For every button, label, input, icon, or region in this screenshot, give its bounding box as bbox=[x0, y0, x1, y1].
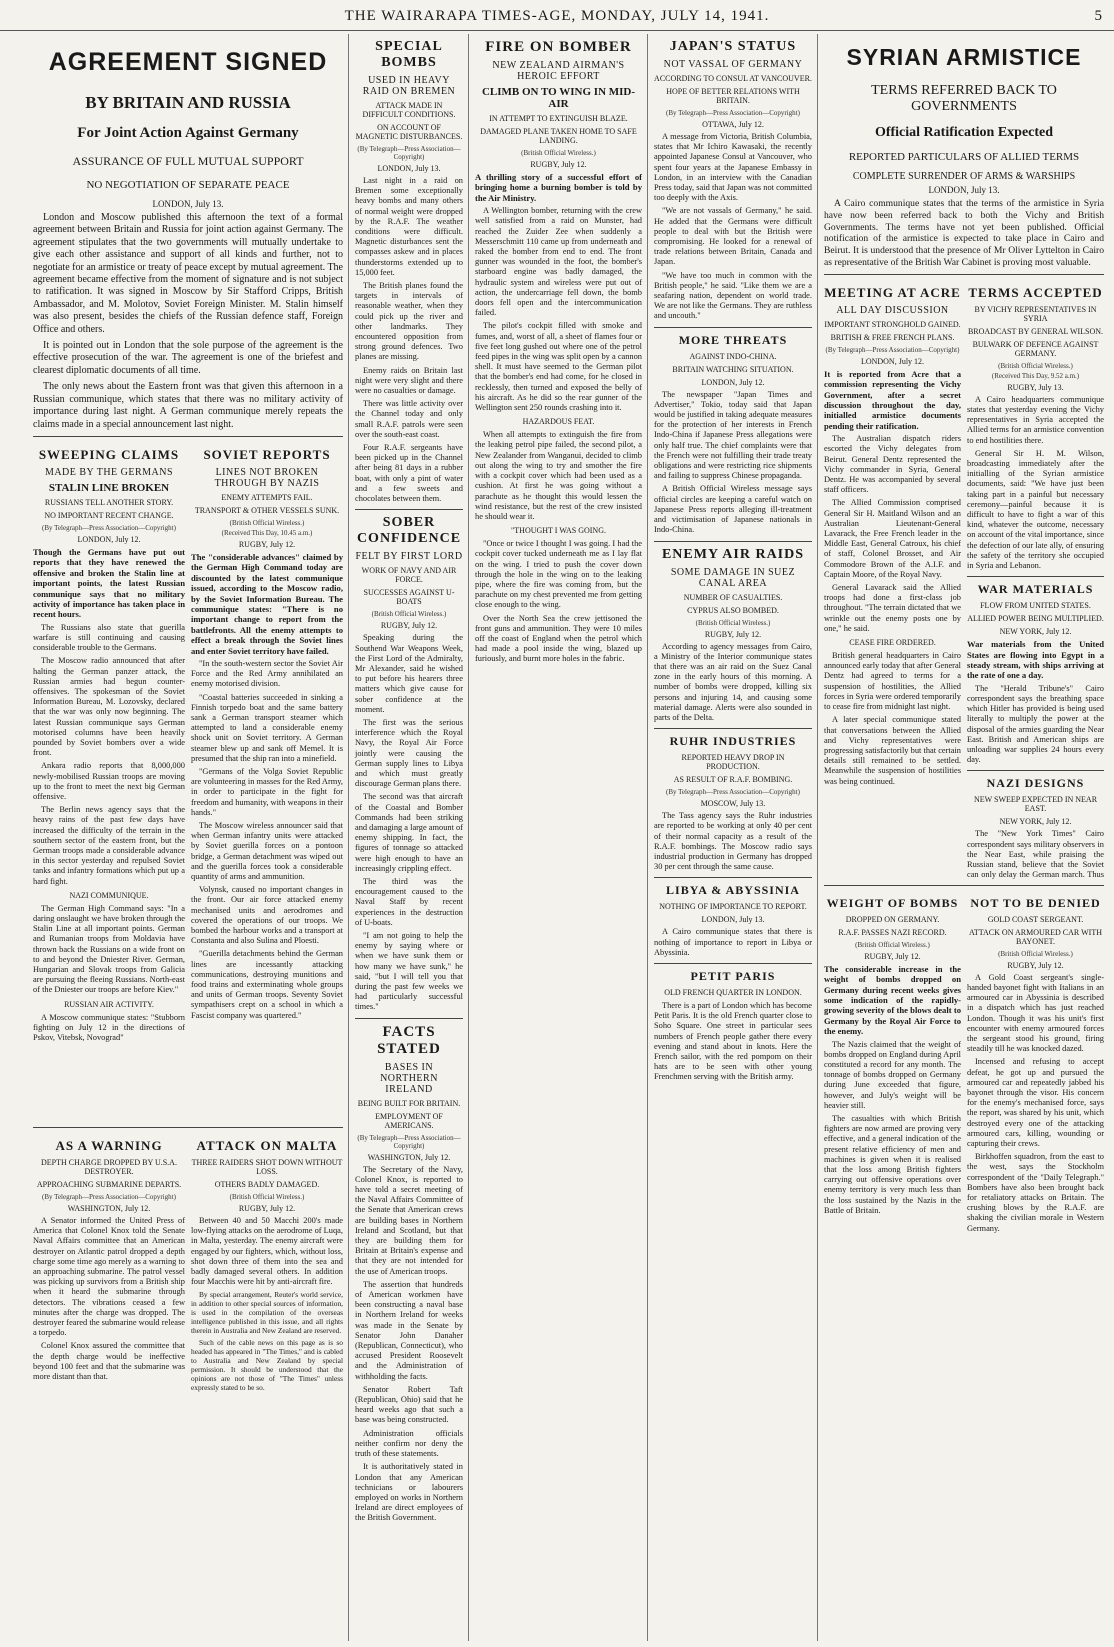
denied-paragraph: Birkhoffen squadron, from the east to the west, says the Stockholm correspondent of the "Daily Telegraph." Bombers have also been brought back for retaliatory attacks on Britain. The crushing blows by the R.A.F. are shaking the civilian morale in Western Germany. bbox=[967, 1152, 1104, 1233]
fire-deck-3: IN ATTEMPT TO EXTINGUISH BLAZE. bbox=[489, 114, 628, 123]
malta-headline: ATTACK ON MALTA bbox=[196, 1137, 338, 1153]
facts-dateline: WASHINGTON, July 12. bbox=[367, 1152, 451, 1162]
japan-deck-2: ACCORDING TO CONSUL AT VANCOUVER. bbox=[654, 74, 812, 83]
japan-dateline: OTTAWA, July 12. bbox=[702, 120, 764, 129]
masthead-title: THE WAIRARAPA TIMES-AGE, MONDAY, JULY 14, 1941. bbox=[344, 8, 770, 24]
column-3 bbox=[470, 34, 647, 1643]
column-left bbox=[28, 34, 348, 1643]
sweeping-paragraph: A Moscow communique states: "Stubborn fighting on July 12 in the directions of Pskov, Vitebsk, Novograd" bbox=[33, 1012, 185, 1043]
ruhr-paragraph: The Tass agency says the Ruhr industries are reported to be working at only 40 per cent of their normal capacity as a result of the R.A.F. bombings. The Moscow radio says industrial production in Germany has dropped 30 per cent through the same cause. bbox=[654, 811, 812, 872]
terms-article bbox=[967, 280, 1104, 880]
fire-intro: A thrilling story of a successful effort of bringing home a burning bomber is told by the Air Ministry. bbox=[475, 172, 642, 203]
sober-paragraph: The first was the serious interference which the Royal Navy, the Royal Air Force jointly were causing the German supply lines to Libya and which must greatly discourage German plans there. bbox=[355, 717, 463, 789]
soviet-received: (Received This Day, 10.45 a.m.) bbox=[221, 528, 313, 537]
sweeping-deck-3: RUSSIANS TELL ANOTHER STORY. bbox=[44, 497, 174, 507]
acre-paragraph: The Australian dispatch riders escorted the Vichy delegates from Beirut. General Dentz represented the Vichy commander in Syria, General Dentz. He was accompanied by several staff officers. bbox=[824, 434, 961, 495]
soviet-paragraph: The Moscow wireless announcer said that when German infantry units were attacked by Soviet guerilla forces on a pontoon bridge, a German detachment was wiped out and the guerilla forces took a considerable quantity of arms and ammunition. bbox=[191, 821, 343, 882]
fire-paragraph: The pilot's cockpit filled with smoke and fumes, and, worst of all, a sheet of flames four or five feet long gushed out where one of the petrol feed pipes in the wing was split open by a cannon shell. It must have seemed to the German pilot that the bomber's end had come, for he closed in recklessly, then turned and exposed the belly of his aircraft. As he did so the rear gunner of the Wellington sent 250 rounds crashing into it. bbox=[475, 321, 642, 413]
facts-headline: FACTS STATED bbox=[377, 1023, 441, 1057]
materials-paragraph: The "Herald Tribune's" Cairo correspondent says the breathing space which Hitler has provided is being used literally to multiply the power at the disposal of the armies guarding the Near East. British and American ships are unloading war supplies 24 hours every day. bbox=[967, 683, 1104, 765]
cease-fire-subhead: CEASE FIRE ORDERED. bbox=[849, 638, 936, 648]
egypt-deck-3: CYPRUS ALSO BOMBED. bbox=[687, 605, 779, 615]
agreement-dateline: LONDON, July 13. bbox=[152, 199, 224, 209]
warning-dateline: WASHINGTON, July 12. bbox=[67, 1203, 151, 1213]
sweeping-paragraph: The Russians also state that guerilla warfare is still continuing and causing considerable trouble to the Germans. bbox=[33, 622, 185, 653]
bombs-paragraph: The British planes found the targets in intervals of reasonable weather, when they could pick up the river and other landmarks. They encountered opposition from strong ground defences. Two planes are missing. bbox=[355, 281, 463, 362]
libya-deck: NOTHING OF IMPORTANCE TO REPORT. bbox=[659, 902, 807, 912]
syria-deck: TERMS REFERRED BACK TO GOVERNMENTS bbox=[871, 83, 1057, 114]
soviet-credit: (British Official Wireless.) bbox=[229, 518, 305, 527]
soviet-reports-article bbox=[191, 442, 343, 1122]
bombs-credit: (By Telegraph—Press Association—Copyright) bbox=[357, 145, 461, 161]
facts-paragraph: The assertion that hundreds of American workmen have been constructing a naval base in Northern Ireland for weeks was made in the Senate by Senator John Danaher (Republican, Connecticut), who accused President Roosevelt and the Administration of withholding the facts. bbox=[355, 1279, 463, 1381]
sweeping-intro: Though the Germans have put out reports that they have renewed the offensive and broken the Stalin line at important points, the latest Russian communique says that no military activity of importance has taken place in recent hours. bbox=[33, 546, 185, 620]
fire-paragraph: "Once or twice I thought I was going. I had the cockpit cover tucked underneath me as I lay flat on the wing. I tried to push the cover down through the hole in the wing on to the leaking pipe, where the fire was coming from, but the parachute on my chest prevented me from getting close enough to the wing. bbox=[475, 539, 642, 610]
fire-paragraph: A Wellington bomber, returning with the crew well satisfied from a raid on Munster, had reached the Zuider Zee when suddenly a Messerschmitt 110 came up from underneath and raked the bomber from end to end. The front gunner was wounded in the foot, the bomber's starboard engine was badly damaged, the hydraulic system and wireless were put out of action, the undercarriage fell down, the bomb doors fell open and the intercommunication failed. bbox=[475, 206, 642, 318]
designs-deck: NEW SWEEP EXPECTED IN NEAR EAST. bbox=[973, 795, 1098, 814]
designs-paragraph: The "New York Times" Cairo correspondent says military observers in the Near East, while praising the Russian stand, believe that the Soviet can only delay the German march. Thus bbox=[967, 829, 1104, 880]
terms-paragraph: General Sir H. M. Wilson, broadcasting immediately after the initialling of the Syrian armistice documents, said: "We have just been taking part in a painful but necessary ceremony—painful because it is difficult to have to fight a war of this kind, whatever the outcome, necessary on account of the vital importance, since the defection of our late ally, of ensuring the safety of the territory she occupied in Syria and Lebanon. bbox=[967, 448, 1104, 571]
sweeping-claims-article bbox=[33, 442, 185, 1122]
acre-paragraph: The Allied Commission comprised General Sir H. Maitland Wilson and an Australian Lieutenant-General Lavarack, the Free French leader in the Middle East, General Catroux, his chief of staff, Colonel Brosset, and Air Commodore Brown of the A.I.F. and Captain Moore, of the Royal Navy. bbox=[824, 498, 961, 579]
denied-dateline: RUGBY, July 12. bbox=[1007, 960, 1064, 970]
sweeping-dateline: LONDON, July 12. bbox=[77, 534, 141, 544]
acre-intro: It is reported from Acre that a commission representing the Vichy Government, after a secret discussion throughout the day, initialled armistice documents pending their ratification. bbox=[824, 368, 961, 431]
ruhr-deck: REPORTED HEAVY DROP IN PRODUCTION. bbox=[681, 753, 785, 772]
designs-dateline: NEW YORK, July 12. bbox=[999, 817, 1072, 827]
acre-headline: MEETING AT ACRE bbox=[824, 284, 961, 300]
terms-deck: BY VICHY REPRESENTATIVES IN SYRIA bbox=[974, 304, 1097, 323]
soviet-deck: LINES NOT BROKEN THROUGH BY NAZIS bbox=[214, 466, 320, 489]
thought-going-subhead: "THOUGHT I WAS GOING. bbox=[511, 526, 606, 536]
syria-deck-3: REPORTED PARTICULARS OF ALLIED TERMS bbox=[848, 151, 1080, 163]
sober-paragraph: Speaking during the Southend War Weapons Week, the First Lord of the Admiralty, Mr Alexander, said he wished to put before his hearers three matters which give cause for sober confidence at the moment. bbox=[355, 633, 463, 714]
nazi-communique-subhead: NAZI COMMUNIQUE. bbox=[69, 890, 149, 900]
fire-dateline: RUGBY, July 12. bbox=[530, 160, 587, 169]
sober-paragraph: The second was that aircraft of the Coastal and Bomber Commands had been striking and damaging a large amount of enemy shipping. In fact, the figures of tonnage so attacked were high enough to have an increasingly crippling effect. bbox=[355, 792, 463, 873]
malta-notice: Such of the cable news on this page as is so headed has appeared in "The Times," and is cabled to Australia and New Zealand by special permission. It should be understood that the opinions are not those of "The Times" unless expressly stated to be so. bbox=[191, 1338, 343, 1393]
weight-paragraph: The casualties with which British fighters are now armed are proving very effective, and a general indication of the present relative efficiency of men and machines is given when it is realised that the loss among British fighters carrying out offensive operations over enemy territory is very much less than the loss sustained by the Nazis in the Battle of Britain. bbox=[824, 1114, 961, 1215]
facts-deck-2: BEING BUILT FOR BRITAIN. bbox=[357, 1098, 461, 1108]
paris-paragraph: There is a part of London which has become Petit Paris. It is the old French quarter close to Soho Square. One street in particular sees numbers of French people gather there every evening and stand about in knots. Here the French sailor, with the red pompom on their hats are to be seen with other young Frenchmen serving with the British army. bbox=[654, 1000, 812, 1082]
libya-paragraph: A Cairo communique states that there is nothing of importance to report in Libya or Abyssinia. bbox=[654, 927, 812, 957]
terms-paragraph: A Cairo headquarters communique states that yesterday evening the Vichy representatives in Syria accepted the Allied terms for an armistice convention to end hostilities there. bbox=[967, 394, 1104, 445]
column-4 bbox=[649, 34, 817, 1643]
weight-article bbox=[824, 891, 961, 1281]
materials-headline: WAR MATERIALS bbox=[977, 582, 1094, 597]
japan-credit: (By Telegraph—Press Association—Copyright) bbox=[666, 109, 800, 117]
agreement-deck-3: NO NEGOTIATION OF SEPARATE PEACE bbox=[86, 179, 290, 191]
fire-paragraph: Over the North Sea the crew jettisoned the front guns and ammunition. They were 10 miles off the coast of England when the petrol which had made a pool inside the wing, blazed up furiously, and burnt more holes in the fabric. bbox=[475, 613, 642, 664]
terms-deck-3: BULWARK OF DEFENCE AGAINST GERMANY. bbox=[972, 339, 1099, 358]
sweeping-deck-4: NO IMPORTANT RECENT CHANGE. bbox=[44, 510, 174, 520]
designs-headline: NAZI DESIGNS bbox=[986, 776, 1085, 791]
bombs-paragraph: Enemy raids on Britain last night were very slight and there were no casualties or damage. bbox=[355, 365, 463, 396]
acre-dateline: LONDON, July 12. bbox=[860, 356, 925, 366]
denied-paragraph: A Gold Coast sergeant's single-handed bayonet fight with Italians in an armoured car in Abyssinia is described in a dispatch which has just reached London. Though it was his unit's first encounter with enemy armoured forces the sergeant stood his ground, firing steadily till he was knocked dazed. bbox=[967, 972, 1104, 1054]
warning-paragraph: A Senator informed the United Press of America that Colonel Knox told the Senate Naval Affairs committee that an American destroyer on Atlantic patrol dropped a depth charge some time ago merely as a warning to an approaching submarine. The patrol vessel was picking up survivors from a British ship when it heard the submarine through detectors. The vibrations ceased a few minutes after the charge was dropped. The destroyer feared the submarine would release a torpedo. bbox=[33, 1215, 185, 1338]
soviet-intro: The "considerable advances" claimed by the German High Command today are discounted by the latest communique issued, according to the Moscow radio, by the Soviet Information Bureau. The communique states: "There is no important change to report from the battlefronts. All the enemy attempts to effect a break through the Soviet lines and enter Soviet territory have failed. bbox=[191, 551, 343, 656]
weight-deck-2: R.A.F. PASSES NAZI RECORD. bbox=[838, 927, 947, 937]
sober-deck: FELT BY FIRST LORD bbox=[355, 551, 463, 563]
libya-headline: LIBYA & ABYSSINIA bbox=[666, 883, 800, 898]
denied-credit: (British Official Wireless.) bbox=[998, 949, 1073, 958]
threats-deck-2: BRITAIN WATCHING SITUATION. bbox=[672, 364, 794, 374]
fire-credit: (British Official Wireless.) bbox=[521, 149, 596, 157]
masthead bbox=[0, 0, 1114, 31]
sweeping-paragraph: Ankara radio reports that 8,000,000 newly-mobilised Russian troops are moving up to the front to meet the next big German offensive. bbox=[33, 761, 185, 801]
denied-paragraph: Incensed and refusing to accept defeat, he got up and pursued the armoured car and repeatedly jabbed his bayonet through the visor. His concern for the enemy's mechanised force, says the report, was shared by his unit, which destroyed every one of the attacking armoured cars, killing, wounding or capturing their crews. bbox=[967, 1057, 1104, 1149]
japan-deck: NOT VASSAL OF GERMANY bbox=[663, 59, 803, 70]
weight-credit: (British Official Wireless.) bbox=[855, 940, 930, 949]
ruhr-headline: RUHR INDUSTRIES bbox=[669, 734, 797, 749]
hazardous-feat-subhead: HAZARDOUS FEAT. bbox=[522, 417, 595, 427]
soviet-deck-3: TRANSPORT & OTHER VESSELS SUNK. bbox=[194, 505, 340, 515]
materials-deck-2: ALLIED POWER BEING MULTIPLIED. bbox=[967, 614, 1104, 624]
japan-paragraph: "We are not vassals of Germany," he said. He added that the Germans were difficult people to deal with but the British were compromising. He looked for a renewal of trade relations between Britain, Canada and Japan. bbox=[654, 206, 812, 267]
terms-received: (Received This Day, 9.52 a.m.) bbox=[991, 371, 1080, 380]
warning-paragraph: Colonel Knox assured the committee that the depth charge would be ineffective beyond 100 feet and that the submarine was more distant than that. bbox=[33, 1341, 185, 1381]
warning-deck-2: APPROACHING SUBMARINE DEPARTS. bbox=[36, 1179, 182, 1189]
syria-deck-2: Official Ratification Expected bbox=[874, 125, 1054, 140]
denied-headline: NOT TO BE DENIED bbox=[970, 895, 1101, 910]
japan-paragraph: "We have too much in common with the British people," he said. "Like them we are a seafaring nation, dependent on world trade. We are not like the Germans. They are ruthless and uncouth." bbox=[654, 270, 812, 321]
sweeping-headline: SWEEPING CLAIMS bbox=[38, 446, 180, 462]
bombs-deck-3: ON ACCOUNT OF MAGNETIC DISTURBANCES. bbox=[355, 123, 463, 141]
sweeping-paragraph: The German High Command says: "In a daring onslaught we have broken through the Stalin Line at all important points. German and Rumanian troops from Moldavia have thrown back the Russians on a wide front on to and beyond the Dniester River. German, Hungarian and Slovak troops from Galicia are pursuing the fleeing Russians. North-east of the Dniester our troops are before Kiev." bbox=[33, 903, 185, 995]
column-rule bbox=[348, 34, 349, 1641]
bombs-paragraph: There was little activity over the Channel today and only small R.A.F. patrols were seen over the south-east coast. bbox=[355, 399, 463, 439]
terms-headline: TERMS ACCEPTED bbox=[968, 284, 1103, 300]
acre-paragraph: A later special communique stated that conversations between the Allied and Vichy representatives were progressing satisfactorily but that certain details still remained to be settled. Meanwhile the suspension of hostilities was being continued. bbox=[824, 715, 961, 786]
sober-deck-3: SUCCESSES AGAINST U-BOATS bbox=[363, 588, 455, 607]
paris-headline: PETIT PARIS bbox=[690, 968, 776, 983]
egypt-paragraph: According to agency messages from Cairo, a Ministry of the Interior communique states that there was an air raid on the Suez Canal zone in the early hours of this morning. A number of bombs were dropped, killing six persons and injuring 14, and causing some material damage. Alerts were also sounded in parts of the Delta. bbox=[654, 641, 812, 722]
japan-deck-3: HOPE OF BETTER RELATIONS WITH BRITAIN. bbox=[666, 87, 800, 105]
bombs-paragraph: Four R.A.F. sergeants have been picked up in the Channel after being 81 days in a rubber boat, with only a pint of water and a few sweets and chocolates between them. bbox=[355, 443, 463, 504]
acre-deck-2: IMPORTANT STRONGHOLD GAINED. bbox=[824, 319, 961, 329]
syria-headline: SYRIAN ARMISTICE bbox=[846, 44, 1082, 70]
paris-deck: OLD FRENCH QUARTER IN LONDON. bbox=[664, 987, 802, 997]
column-2 bbox=[350, 34, 468, 1643]
sweeping-paragraph: The Berlin news agency says that the heavy rains of the past few days have increased the difficulty of the terrain in the southern sector of the eastern front, but the German troops made a considerable advance in this sector yesterday and repulsed Soviet tanks and infantry formations which put up a hard fight. bbox=[33, 805, 185, 886]
materials-intro: War materials from the United States are flowing into Egypt in a steady stream, with ships arriving at the rate of one a day. bbox=[967, 639, 1104, 681]
threats-deck: AGAINST INDO-CHINA. bbox=[689, 351, 777, 361]
facts-deck-3: EMPLOYMENT OF AMERICANS. bbox=[375, 1111, 443, 1130]
sober-headline: SOBER CONFIDENCE bbox=[356, 515, 462, 547]
warning-headline: AS A WARNING bbox=[55, 1137, 163, 1153]
ruhr-credit: (By Telegraph—Press Association—Copyright) bbox=[666, 788, 800, 797]
agreement-paragraph: It is pointed out in London that the sole purpose of the agreement is the effective prosecution of the war. The agreement is one of the briefest and clearest diplomatic documents of all time. bbox=[33, 340, 343, 376]
facts-paragraph: It is authoritatively stated in London that any American technicians or labourers employed on works in Northern Ireland are direct employees of the British Government. bbox=[355, 1462, 463, 1523]
sweeping-credit: (By Telegraph—Press Association—Copyright) bbox=[42, 523, 176, 532]
soviet-paragraph: Volynsk, caused no important changes in the front. Our air force attacked enemy mechanised units and aerodromes and covered the operations of our troops. We bombed the harbour works and a transport at Constanta and also Sulina and Ploesti. bbox=[191, 885, 343, 946]
egypt-credit: (British Official Wireless.) bbox=[695, 618, 771, 627]
sweeping-deck-2: STALIN LINE BROKEN bbox=[48, 481, 170, 494]
libya-dateline: LONDON, July 13. bbox=[701, 915, 765, 925]
column-rule bbox=[817, 34, 818, 1641]
syria-paragraph: A Cairo communique states that the terms of the armistice in Syria have now been referred back to both the Vichy and British Governments. The terms have not yet been published. Official notification of the armistice is expected to take place in Cairo and Beirut. It is understood that the presence of Mr Oliver Lyttelton in Cairo as representative of the British War Cabinet is proving most valuable. bbox=[824, 198, 1104, 268]
weight-paragraph: The Nazis claimed that the weight of bombs dropped on England during April constituted a record for any month. The tonnage of bombs dropped on Germany during June exceeded that figure, however, and July's weight will be heavier still. bbox=[824, 1039, 961, 1110]
column-rule bbox=[468, 34, 469, 1641]
soviet-deck-2: ENEMY ATTEMPTS FAIL. bbox=[221, 492, 313, 502]
ruhr-deck-2: AS RESULT OF R.A.F. BOMBING. bbox=[673, 775, 793, 785]
denied-article bbox=[967, 891, 1104, 1281]
column-right bbox=[819, 34, 1109, 1643]
terms-dateline: RUGBY, July 13. bbox=[1007, 382, 1064, 392]
malta-article bbox=[191, 1133, 343, 1403]
column-rule bbox=[647, 34, 648, 1641]
facts-paragraph: The Secretary of the Navy, Colonel Knox, is reported to have told a secret meeting of the Naval Affairs Committee of the Senate that American crews are building bases in Northern Ireland and Scotland, but that they are building them for Britain at Britain's expense and that they are not intended for the use of American troops. bbox=[355, 1164, 463, 1276]
syria-dateline: LONDON, July 13. bbox=[928, 185, 1000, 195]
weight-headline: WEIGHT OF BOMBS bbox=[826, 895, 959, 910]
weight-deck: DROPPED ON GERMANY. bbox=[845, 914, 940, 924]
soviet-dateline: RUGBY, July 12. bbox=[238, 539, 296, 549]
weight-dateline: RUGBY, July 12. bbox=[864, 951, 921, 961]
terms-credit: (British Official Wireless.) bbox=[998, 361, 1073, 370]
acre-paragraph: British general headquarters in Cairo announced early today that after General Dentz had agreed to terms for a suspension of hostilities, the Allied forces in Syria were ordered temporarily to cease fire from midnight last night. bbox=[824, 651, 961, 712]
agreement-deck: For Joint Action Against Germany bbox=[77, 125, 299, 141]
fire-deck: NEW ZEALAND AIRMAN'S HEROIC EFFORT bbox=[492, 60, 625, 82]
malta-dateline: RUGBY, July 12. bbox=[238, 1203, 296, 1213]
russian-air-subhead: RUSSIAN AIR ACTIVITY. bbox=[64, 999, 154, 1009]
acre-article bbox=[824, 280, 961, 880]
facts-paragraph: Senator Robert Taft (Republican, Ohio) said that he heard weeks ago that such a base was being constructed. bbox=[355, 1384, 463, 1425]
agreement-paragraph: London and Moscow published this afternoon the text of a formal agreement between Britain and Russia for joint action against Germany. The agreement stipulates that the two governments will mutually undertake to give each other assistance and support of all kinds and further, not to negotiate for an armistice or treaty of peace except by mutual agreement. The agreement became effective from the moment of signature and is not subject to ratification. It was signed in Moscow by Sir Stafford Cripps, British Ambassador, and M. Molotov, Soviet Foreign Minister. M. Stalin himself was also present, besides the chiefs of the Russian defence staff, Foreign Office and others. bbox=[33, 212, 343, 335]
malta-notice: By special arrangement, Reuter's world service, in addition to other special sources of information, is used in the compilation of the overseas intelligence published in this issue, and all rights therein in Australia and New Zealand are reserved. bbox=[191, 1290, 343, 1336]
japan-headline: JAPAN'S STATUS bbox=[669, 39, 797, 54]
malta-paragraph: Between 40 and 50 Macchi 200's made low-flying attacks on the aerodrome of Luqa, in Malta, yesterday. The enemy aircraft were engaged by our fighters, which, without loss, shot down three of them into the sea and badly damaged several others. In addition four Macchis were hit by anti-aircraft fire. bbox=[191, 1215, 343, 1287]
agreement-deck-2: ASSURANCE OF FULL MUTUAL SUPPORT bbox=[72, 154, 304, 168]
warning-article bbox=[33, 1133, 185, 1403]
page-number: 5 bbox=[1094, 8, 1102, 24]
acre-deck-3: BRITISH & FREE FRENCH PLANS. bbox=[830, 332, 955, 342]
fire-deck-4: DAMAGED PLANE TAKEN HOME TO SAFE LANDING. bbox=[480, 127, 637, 145]
bombs-paragraph: Last night in a raid on Bremen some exceptionally heavy bombs and many others of normal weight were dropped by the R.A.F. The weather conditions were difficult. Magnetic disturbances sent the compasses askew and in places thunderstorms extended up to 15,000 feet. bbox=[355, 176, 463, 277]
materials-deck: FLOW FROM UNITED STATES. bbox=[980, 601, 1091, 611]
fire-headline: FIRE ON BOMBER bbox=[485, 39, 632, 55]
threats-paragraph: The newspaper "Japan Times and Advertiser," Tokio, today said that Japan would be justified in taking adequate measures for the protection of her interests in French Indo-China if Japanese Press allegations were only half true. The chief complaints were that the French were not fulfilling their trade treaty obligations and were restricting rice shipments and failing to suppress Chinese propaganda. bbox=[654, 389, 812, 481]
soviet-paragraph: "Coastal batteries succeeded in sinking a Finnish torpedo boat and the same battery sank a German transport steamer which attempted to land a considerable enemy shock unit on Soviet territory. A German steamer blew up and sank off Memel. It is presumed that the ship ran into a minefield. bbox=[191, 692, 343, 763]
warning-credit: (By Telegraph—Press Association—Copyright) bbox=[42, 1192, 176, 1201]
malta-deck: THREE RAIDERS SHOT DOWN WITHOUT LOSS. bbox=[191, 1157, 343, 1176]
bombs-deck-2: ATTACK MADE IN DIFFICULT CONDITIONS. bbox=[362, 101, 456, 119]
sober-credit: (British Official Wireless.) bbox=[371, 610, 447, 619]
egypt-deck: SOME DAMAGE IN SUEZ CANAL AREA bbox=[670, 566, 796, 589]
facts-credit: (By Telegraph—Press Association—Copyright) bbox=[357, 1133, 461, 1150]
sober-paragraph: The third was the encouragement caused to the Naval Staff by recent experiences in the destruction of U-boats. bbox=[355, 876, 463, 927]
soviet-paragraph: "Germans of the Volga Soviet Republic are volunteering in masses for the Red Army, in order to participate in the fight for freedom and humanity, with weapons in their hands." bbox=[191, 767, 343, 817]
agreement-paragraph: The only news about the Eastern front was that given this afternoon in a Russian communique, which states that there was no military activity of importance during last night. A German communique merely repeats the claims made in a special announcement last night. bbox=[33, 381, 343, 430]
acre-credit: (By Telegraph—Press Association—Copyright) bbox=[825, 345, 960, 354]
egypt-headline: ENEMY AIR RAIDS bbox=[661, 546, 805, 562]
threats-paragraph: A British Official Wireless message says official circles are keeping a careful watch on Japanese Press reports alleging ill-treatment and victimisation of Japanese nationals in Indo-China. bbox=[654, 484, 812, 535]
egypt-dateline: RUGBY, July 12. bbox=[704, 629, 762, 639]
bombs-dateline: LONDON, July 13. bbox=[377, 164, 441, 173]
acre-paragraph: General Lavarack said the Allied troops had done a first-class job throughout. "The terrain dictated that we wrinkle out the enemy posts one by one," he said. bbox=[824, 583, 961, 633]
materials-dateline: NEW YORK, July 12. bbox=[999, 627, 1072, 637]
denied-deck-2: ATTACK ON ARMOURED CAR WITH BAYONET. bbox=[969, 927, 1102, 946]
agreement-headline: AGREEMENT SIGNED bbox=[48, 48, 328, 76]
bombs-headline: SPECIAL BOMBS bbox=[375, 39, 443, 70]
fire-paragraph: When all attempts to extinguish the fire from the leaking petrol pipe failed, the second pilot, a New Zealander from Wanganui, decided to climb out along the wing to try and smother the fire with a cockpit cover which had been used as a cushion. At first he was going without a parachute as he thought this would lessen the wind resistance, but the rest of the crew insisted he should wear it. bbox=[475, 430, 642, 521]
japan-paragraph: A message from Victoria, British Columbia, states that Mr Ichiro Kawasaki, the recently appointed Japanese Consul at Vancouver, who spent four years at the Japanese Embassy in London, in an interview with the Canadian Press today, said that Japan was not committed too deeply with the Axis. bbox=[654, 132, 812, 203]
threats-headline: MORE THREATS bbox=[678, 332, 788, 347]
egypt-deck-2: NUMBER OF CASUALTIES. bbox=[683, 592, 783, 602]
weight-intro: The considerable increase in the weight of bombs dropped on Germany during recent weeks gives some indication of the rapidly-growing severity of the blows dealt to Germany by the Royal Air Force to the enemy. bbox=[824, 963, 961, 1037]
bombs-deck: USED IN HEAVY RAID ON BREMEN bbox=[362, 75, 456, 97]
agreement-subheadline: BY BRITAIN AND RUSSIA bbox=[85, 93, 291, 112]
sober-paragraph: "I am not going to help the enemy by saying where or when we have sunk them or how many we have sunk," he said, "but I will tell you that during the past few weeks we had particularly successful times." bbox=[355, 930, 463, 1012]
syria-deck-4: COMPLETE SURRENDER OF ARMS & WARSHIPS bbox=[852, 171, 1076, 182]
facts-paragraph: Administration officials neither confirm nor deny the truth of these statements. bbox=[355, 1428, 463, 1459]
threats-dateline: LONDON, July 12. bbox=[701, 377, 765, 387]
fire-deck-2: CLIMB ON TO WING IN MID-AIR bbox=[481, 86, 636, 110]
soviet-paragraph: "Guerilla detachments behind the German lines are incessantly attacking communications, destroying munitions and food trains and exterminating whole groups and units of German troops. Seventy Soviet sympathisers crept on a school in which a Fascist company was quartered." bbox=[191, 949, 343, 1020]
malta-deck-2: OTHERS BADLY DAMAGED. bbox=[214, 1179, 320, 1189]
soviet-paragraph: "In the south-western sector the Soviet Air Force and the Red Army annihilated an enemy motorised division. bbox=[191, 658, 343, 689]
malta-credit: (British Official Wireless.) bbox=[229, 1192, 305, 1201]
ruhr-dateline: MOSCOW, July 13. bbox=[700, 799, 766, 809]
soviet-headline: SOVIET REPORTS bbox=[203, 446, 331, 462]
acre-deck: ALL DAY DISCUSSION bbox=[836, 304, 949, 316]
denied-deck: GOLD COAST SERGEANT. bbox=[987, 914, 1084, 924]
sober-dateline: RUGBY, July 12. bbox=[380, 621, 438, 631]
sweeping-deck: MADE BY THE GERMANS bbox=[44, 466, 174, 478]
terms-deck-2: BROADCAST BY GENERAL WILSON. bbox=[967, 326, 1104, 336]
sober-deck-2: WORK OF NAVY AND AIR FORCE. bbox=[361, 566, 457, 585]
facts-deck: BASES IN NORTHERN IRELAND bbox=[380, 1061, 438, 1095]
warning-deck: DEPTH CHARGE DROPPED BY U.S.A. DESTROYER. bbox=[41, 1157, 177, 1176]
sweeping-paragraph: The Moscow radio announced that after halting the German panzer attack, the Russian armies had begun counter-offensives. The spokesman of the Soviet Information Bureau, M. Lozovsky, declared that the war was only now beginning. The latest Russian communique says German motorised columns have been heavily pounded by Soviet bombers over a wide front. bbox=[33, 656, 185, 758]
